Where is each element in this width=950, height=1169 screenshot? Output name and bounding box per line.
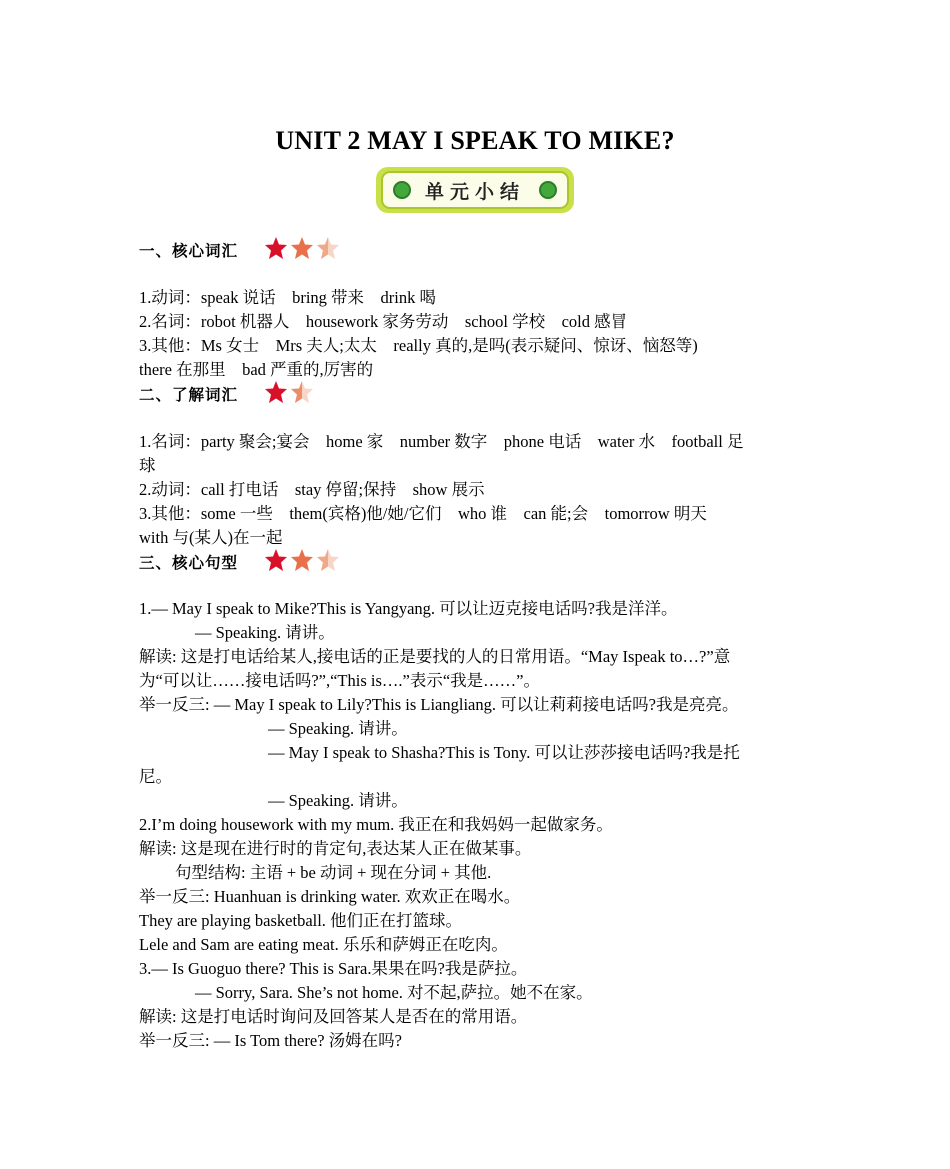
text-line: They are playing basketball. 他们正在打篮球。 (139, 911, 463, 930)
text-line: 3.其他：Ms 女士 Mrs 夫人;太太 really 真的,是吗(表示疑问、惊讶、恼怒等) (139, 336, 698, 355)
star-full-icon (290, 548, 314, 572)
text-line: 解读: 这是打电话时询问及回答某人是否在的常用语。 (139, 1007, 528, 1026)
text-line: 3.其他：some 一些 them(宾格)他/她/它们 who 谁 can 能;会 tomorrow 明天 (139, 504, 707, 523)
section-heading-core-vocab: 一、核心词汇 (139, 243, 239, 260)
star-full-icon (290, 236, 314, 260)
text-line: — Speaking. 请讲。 (268, 719, 408, 738)
badge-label: 单元小结 (424, 181, 525, 203)
text-line: 尼。 (139, 767, 172, 786)
text-line: — Speaking. 请讲。 (195, 623, 335, 642)
text-line: 2.I’m doing housework with my mum. 我正在和我妈妈一起做家务。 (139, 815, 613, 834)
section-heading-known-vocab: 二、了解词汇 (139, 387, 239, 404)
star-rating (264, 548, 340, 572)
star-full-icon (264, 236, 288, 260)
text-line: 2.名词：robot 机器人 housework 家务劳动 school 学校 cold 感冒 (139, 312, 628, 331)
star-half-icon (316, 548, 340, 572)
star-half-icon (316, 236, 340, 260)
text-line: 句型结构: 主语 + be 动词 + 现在分词 + 其他. (175, 863, 492, 882)
text-line: with 与(某人)在一起 (139, 528, 283, 547)
star-full-icon (264, 380, 288, 404)
text-line: — May I speak to Shasha?This is Tony. 可以让莎莎接电话吗?我是托 (268, 743, 740, 762)
star-rating (264, 236, 340, 260)
text-line: there 在那里 bad 严重的,厉害的 (139, 360, 374, 379)
star-rating (264, 380, 314, 404)
section-heading-core-sentences: 三、核心句型 (139, 555, 239, 572)
text-line: 1.动词：speak 说话 bring 带来 drink 喝 (139, 288, 436, 307)
page-title: UNIT 2 MAY I SPEAK TO MIKE? (275, 126, 675, 155)
unit-summary-badge (376, 167, 574, 213)
star-half-icon (290, 380, 314, 404)
text-line: 解读: 这是打电话给某人,接电话的正是要找的人的日常用语。“May Ispeak to…?”意 (139, 647, 731, 666)
text-line: 1.— May I speak to Mike?This is Yangyang. 可以让迈克接电话吗?我是洋洋。 (139, 599, 678, 618)
text-line: 为“可以让……接电话吗?”,“This is….”表示“我是……”。 (139, 671, 540, 690)
text-line: 3.— Is Guoguo there? This is Sara.果果在吗?我是萨拉。 (139, 959, 528, 978)
text-line: Lele and Sam are eating meat. 乐乐和萨姆正在吃肉。 (139, 935, 508, 954)
text-line: 解读: 这是现在进行时的肯定句,表达某人正在做某事。 (139, 839, 532, 858)
text-line: 球 (139, 456, 156, 475)
text-line: 1.名词：party 聚会;宴会 home 家 number 数字 phone 电话 water 水 football 足 (139, 432, 744, 451)
text-line: — Sorry, Sara. She’s not home. 对不起,萨拉。她不在家。 (195, 983, 593, 1002)
text-line: 举一反三: — May I speak to Lily?This is Liangliang. 可以让莉莉接电话吗?我是亮亮。 (139, 695, 739, 714)
text-line: 举一反三: — Is Tom there? 汤姆在吗? (139, 1031, 402, 1050)
text-line: 2.动词：call 打电话 stay 停留;保持 show 展示 (139, 480, 485, 499)
text-line: 举一反三: Huanhuan is drinking water. 欢欢正在喝水。 (139, 887, 521, 906)
star-full-icon (264, 548, 288, 572)
text-line: — Speaking. 请讲。 (268, 791, 408, 810)
